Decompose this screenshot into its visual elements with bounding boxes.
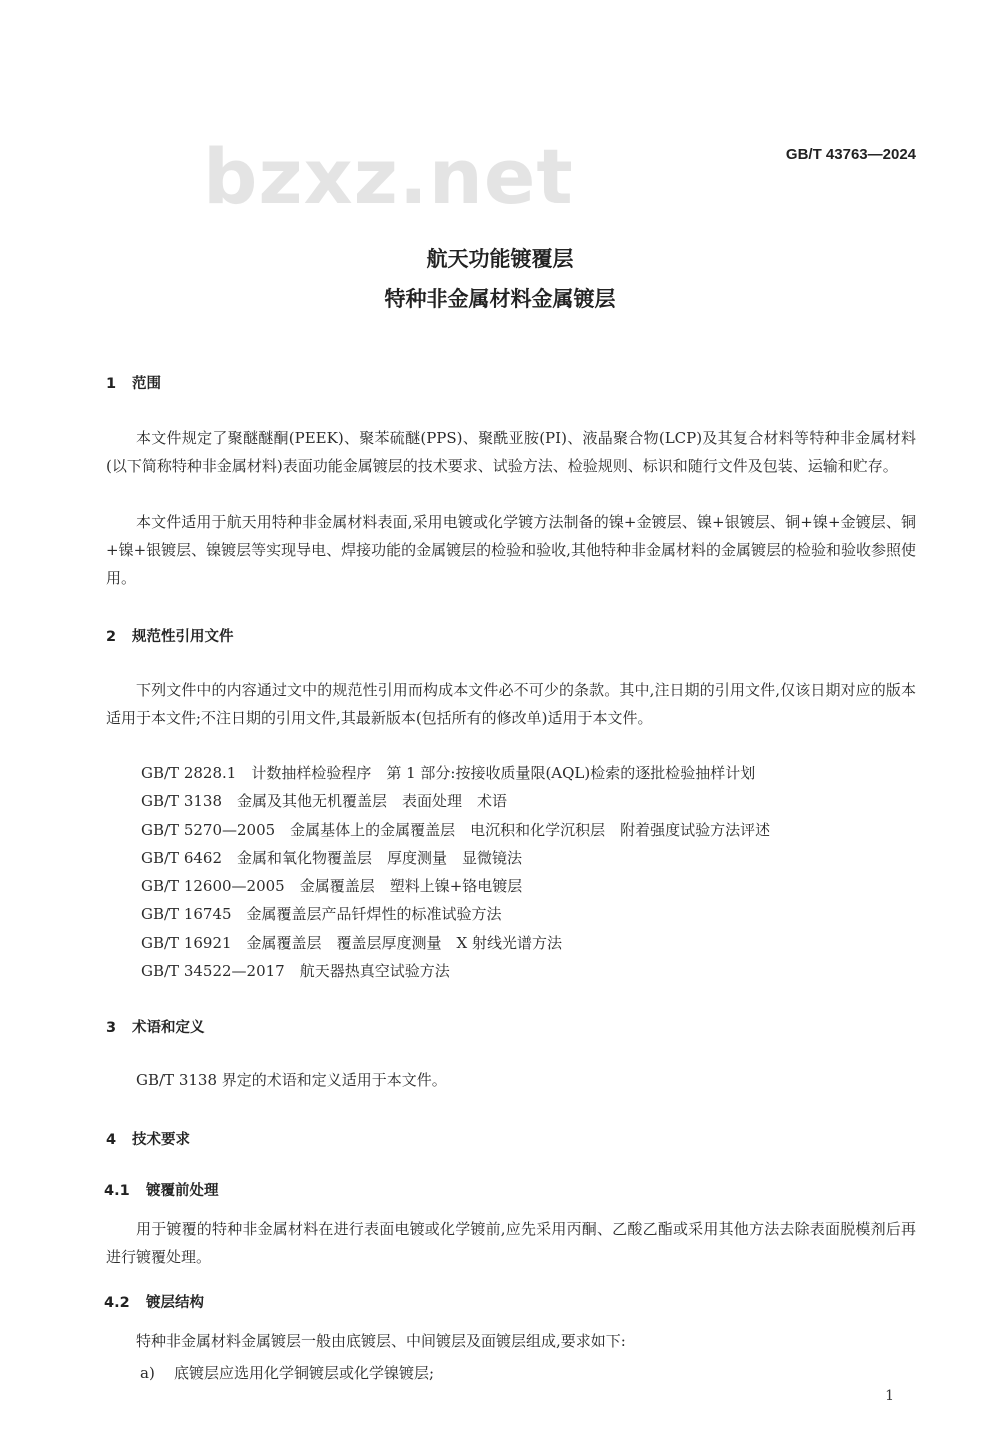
section-1-paragraph-1: 本文件规定了聚醚醚酮(PEEK)、聚苯硫醚(PPS)、聚酰亚胺(PI)、液晶聚合物(LCP)及其复合材料等特种非金属材料(以下简称特种非金属材料)表面功能金属镀层的技术要求、试验方法、检验规则、标识和随行文件及包装、运输和贮存。 (106, 429, 916, 475)
list-item-text: 底镀层应选用化学铜镀层或化学镍镀层; (174, 1364, 435, 1382)
list-item-a (140, 1362, 434, 1383)
subsection-4-2-heading (104, 1291, 204, 1312)
list-marker: a) (140, 1364, 155, 1382)
section-number: 4 (106, 1132, 117, 1148)
section-number: 3 (106, 1020, 117, 1036)
watermark: bzxz.net (203, 132, 574, 221)
subsection-4-1-heading (104, 1179, 219, 1200)
section-title: 规范性引用文件 (132, 629, 234, 645)
reference-item: GB/T 16921 金属覆盖层 覆盖层厚度测量 X 射线光谱方法 (141, 933, 562, 952)
section-2-intro: 下列文件中的内容通过文中的规范性引用而构成本文件必不可少的条款。其中,注日期的引用文件,仅该日期对应的版本适用于本文件;不注日期的引用文件,其最新版本(包括所有的修改单)适用于本文件。 (106, 681, 916, 727)
subsection-title: 镀覆前处理 (146, 1183, 219, 1199)
subsection-number: 4.2 (104, 1295, 130, 1311)
subsection-number: 4.1 (104, 1183, 130, 1199)
section-title: 技术要求 (132, 1132, 190, 1148)
section-title: 术语和定义 (132, 1020, 205, 1036)
section-number: 2 (106, 629, 117, 645)
reference-item: GB/T 16745 金属覆盖层产品钎焊性的标准试验方法 (141, 905, 502, 924)
reference-item: GB/T 5270—2005 金属基体上的金属覆盖层 电沉积和化学沉积层 附着强度试验方法评述 (141, 820, 771, 839)
section-number: 1 (106, 376, 117, 392)
section-4-heading (106, 1128, 190, 1149)
section-2-heading (106, 625, 234, 646)
section-1-heading (106, 372, 161, 393)
reference-item: GB/T 34522—2017 航天器热真空试验方法 (141, 962, 450, 981)
subsection-4-1-paragraph: 用于镀覆的特种非金属材料在进行表面电镀或化学镀前,应先采用丙酮、乙酸乙酯或采用其他方法去除表面脱模剂后再进行镀覆处理。 (106, 1220, 916, 1266)
section-3-heading (106, 1016, 205, 1037)
reference-item: GB/T 6462 金属和氧化物覆盖层 厚度测量 显微镜法 (141, 848, 523, 867)
document-number: GB/T 43763—2024 (785, 146, 916, 163)
document-title-line-2: 特种非金属材料金属镀层 (384, 287, 616, 311)
section-3-paragraph: GB/T 3138 界定的术语和定义适用于本文件。 (136, 1071, 447, 1089)
subsection-title: 镀层结构 (146, 1295, 204, 1311)
reference-item: GB/T 2828.1 计数抽样检验程序 第 1 部分:按接收质量限(AQL)检索的逐批检验抽样计划 (141, 764, 756, 782)
page-number: 1 (885, 1388, 894, 1404)
section-1-paragraph-2: 本文件适用于航天用特种非金属材料表面,采用电镀或化学镀方法制备的镍+金镀层、镍+银镀层、铜+镍+金镀层、铜+镍+银镀层、镍镀层等实现导电、焊接功能的金属镀层的检验和验收,其他特种非金属材料的金属镀层的检验和验收参照使用。 (106, 513, 916, 587)
subsection-4-2-paragraph: 特种非金属材料金属镀层一般由底镀层、中间镀层及面镀层组成,要求如下: (136, 1332, 626, 1350)
document-title-line-1: 航天功能镀覆层 (426, 247, 574, 271)
reference-item: GB/T 3138 金属及其他无机覆盖层 表面处理 术语 (141, 792, 508, 811)
reference-item: GB/T 12600—2005 金属覆盖层 塑料上镍+铬电镀层 (141, 877, 523, 896)
normative-reference-list (141, 759, 921, 985)
section-title: 范围 (132, 376, 161, 392)
